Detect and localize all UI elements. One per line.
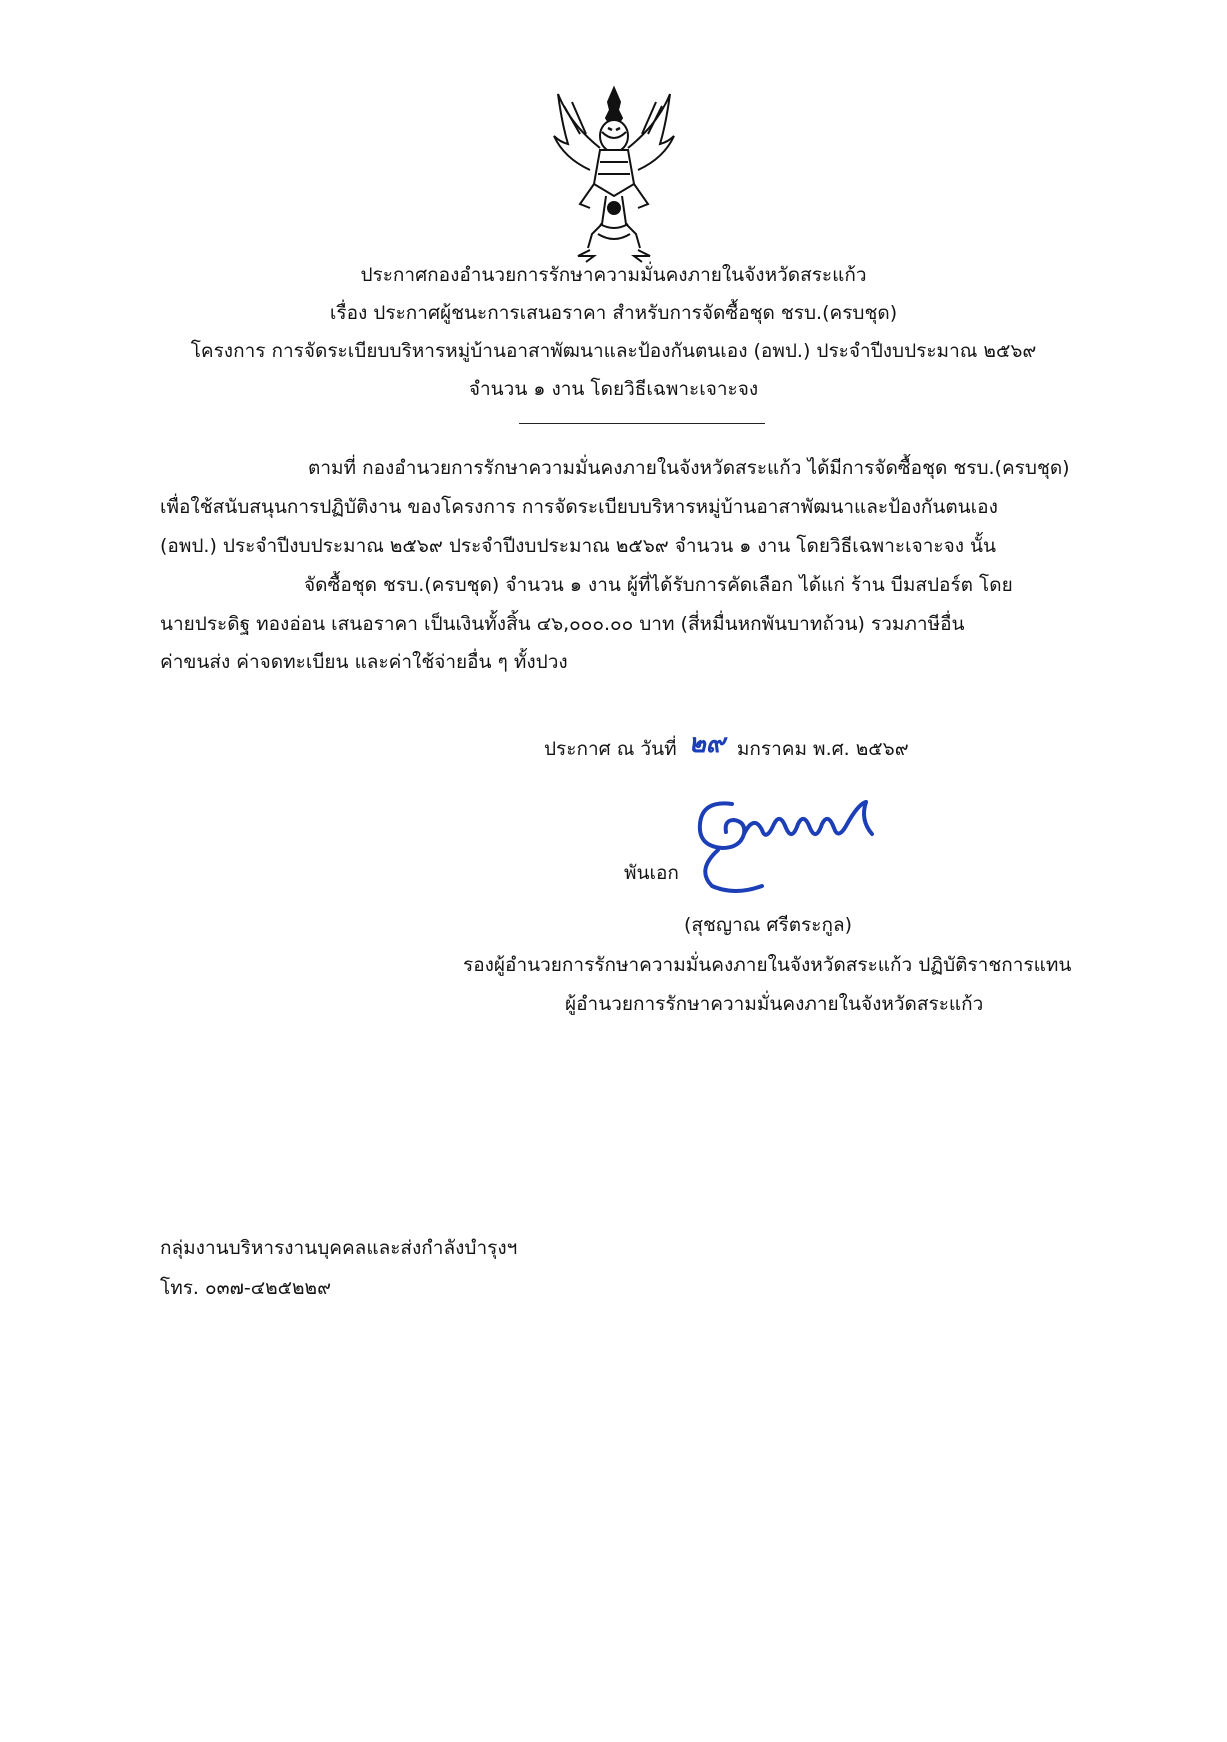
body-paragraph-2-line-1: จัดซื้อชุด ชรบ.(ครบชุด) จำนวน ๑ งาน ผู้ที่ได้รับการคัดเลือก ได้แก่ ร้าน บีมสปอร์ต โดย bbox=[304, 574, 1013, 596]
body-paragraph-2-line-2: นายประดิฐ ทองอ่อน เสนอราคา เป็นเงินทั้งสิ้น ๔๖,๐๐๐.๐๐ บาท (สี่หมื่นหกพันบาทถ้วน) รวมภาษีอื่น bbox=[160, 613, 965, 635]
body-paragraph-1-line-1: ตามที่ กองอำนวยการรักษาความมั่นคงภายในจังหวัดสระแก้ว ได้มีการจัดซื้อชุด ชรบ.(ครบชุด) bbox=[308, 457, 1070, 479]
announcement-title: ประกาศกองอำนวยการรักษาความมั่นคงภายในจังหวัดสระแก้ว bbox=[360, 264, 867, 286]
garuda-emblem-icon bbox=[550, 84, 678, 264]
body-paragraph-2-line-3: ค่าขนส่ง ค่าจดทะเบียน และค่าใช้จ่ายอื่น ๆ ทั้งปวง bbox=[160, 651, 568, 673]
date-day-handwritten: ๒๙ bbox=[688, 729, 725, 759]
announcement-date bbox=[544, 729, 909, 764]
signatory-position-line-2: ผู้อำนวยการรักษาความมั่นคงภายในจังหวัดสระแก้ว bbox=[565, 993, 984, 1015]
project-line: โครงการ การจัดระเบียบบริหารหมู่บ้านอาสาพัฒนาและป้องกันตนเอง (อพป.) ประจำปีงบประมาณ ๒๕๖๙ bbox=[190, 340, 1037, 362]
body-paragraph-1-line-2: เพื่อใช้สนับสนุนการปฏิบัติงาน ของโครงการ การจัดระเบียบบริหารหมู่บ้านอาสาพัฒนาและป้องกันตนเอง bbox=[160, 496, 998, 518]
body-paragraph-1-line-3: (อพป.) ประจำปีงบประมาณ ๒๕๖๙ ประจำปีงบประมาณ ๒๕๖๙ จำนวน ๑ งาน โดยวิธีเฉพาะเจาะจง นั้น bbox=[160, 535, 997, 557]
handwritten-signature bbox=[688, 790, 898, 900]
date-suffix: มกราคม พ.ศ. ๒๕๖๙ bbox=[736, 738, 909, 760]
footer-department: กลุ่มงานบริหารงานบุคคลและส่งกำลังบำรุงฯ bbox=[160, 1237, 518, 1259]
signatory-position-line-1: รองผู้อำนวยการรักษาความมั่นคงภายในจังหวัดสระแก้ว ปฏิบัติราชการแทน bbox=[463, 954, 1072, 976]
quantity-line: จำนวน ๑ งาน โดยวิธีเฉพาะเจาะจง bbox=[468, 378, 759, 400]
date-prefix: ประกาศ ณ วันที่ bbox=[544, 738, 677, 760]
title-divider bbox=[519, 423, 765, 424]
signatory-name: (สุชญาณ ศรีตระกูล) bbox=[684, 914, 853, 936]
footer-phone: โทร. ๐๓๗-๔๒๕๒๒๙ bbox=[160, 1277, 331, 1299]
announcement-subject: เรื่อง ประกาศผู้ชนะการเสนอราคา สำหรับการจัดซื้อชุด ชรบ.(ครบชุด) bbox=[329, 302, 898, 324]
signatory-rank: พันเอก bbox=[624, 862, 679, 884]
